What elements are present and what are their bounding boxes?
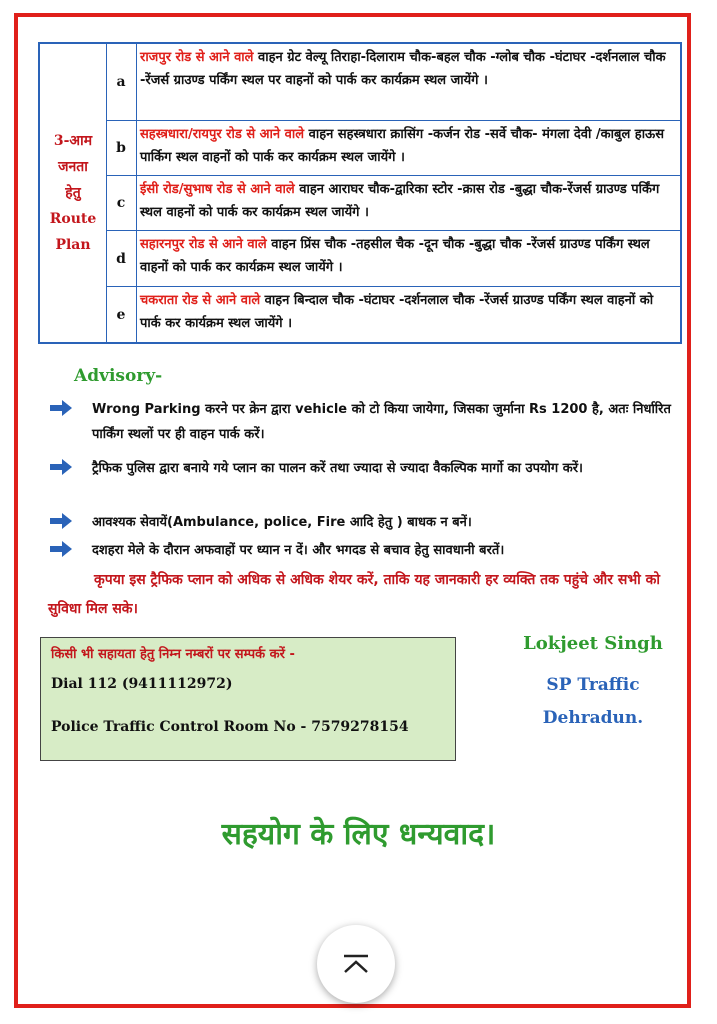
route-origin: सहस्त्रधारा/रायपुर रोड से आने वाले bbox=[140, 127, 305, 142]
route-plan-label-line: हेतु bbox=[65, 185, 81, 201]
route-plan-label bbox=[40, 44, 107, 342]
route-origin: सहारनपुर रोड से आने वाले bbox=[140, 237, 267, 252]
arrow-right-icon bbox=[50, 513, 72, 529]
route-row-e bbox=[106, 287, 680, 342]
signatory-city: Dehradun. bbox=[542, 708, 644, 728]
route-description: वाहन सहस्त्रधारा क्रासिंग -कर्जन रोड -सर्वे चौक- मंगला देवी /काबुल हाऊस पार्किग स्थल वाहनों को पार्क कर कार्यक्रम स्थल जायेंगे । bbox=[140, 127, 665, 165]
route-letter: c bbox=[106, 176, 137, 230]
route-origin: राजपुर रोड से आने वाले bbox=[140, 50, 254, 65]
arrow-right-icon bbox=[50, 541, 72, 557]
route-plan-label-line: Route bbox=[49, 211, 97, 227]
dial-number: Dial 112 (9411112972) bbox=[51, 676, 233, 692]
route-letter: a bbox=[106, 44, 137, 120]
route-description: वाहन ग्रेट वेल्यू तिराहा-दिलाराम चौक-बहल चौक -ग्लोब चौक -घंटाघर -दर्शनलाल चौक -रेंजर्स ग्राउण्ड पर्किंग स्थल पर वाहनों को पार्क कर कार्यक्रम स्थल जायेंगे । bbox=[140, 50, 666, 88]
route-letter: b bbox=[106, 121, 137, 175]
route-letter: e bbox=[106, 287, 137, 342]
control-room-number: Police Traffic Control Room No - 7579278154 bbox=[51, 719, 409, 735]
route-plan-label-line: जनता bbox=[58, 159, 88, 175]
scroll-top-button[interactable] bbox=[317, 925, 395, 1003]
advisory-item bbox=[50, 456, 680, 481]
advisory-text: दशहरा मेले के दौरान अफवाहों पर ध्यान न दें। और भगदड से बचाव हेतु सावधानी बरतें। bbox=[92, 543, 505, 558]
advisory-item bbox=[50, 397, 680, 447]
route-plan-table bbox=[38, 42, 682, 344]
route-plan-label-line: Plan bbox=[55, 237, 91, 253]
advisory-text: ट्रैफिक पुलिस द्वारा बनाये गये प्लान का पालन करें तथा ज्यादा से ज्यादा वैकल्पिक मार्गो का उपयोग करें। bbox=[92, 461, 583, 476]
advisory-title: Advisory- bbox=[74, 366, 163, 386]
route-description: वाहन बिन्दाल चौक -घंटाघर -दर्शनलाल चौक -रेंजर्स ग्राउण्ड पर्किंग स्थल वाहनों को पार्क कर कार्यक्रम स्थल जायेंगे । bbox=[140, 293, 654, 331]
route-origin: चकराता रोड से आने वाले bbox=[140, 293, 261, 308]
route-text bbox=[140, 233, 676, 279]
arrow-right-icon bbox=[50, 459, 72, 475]
help-box bbox=[40, 637, 456, 761]
signatory-designation: SP Traffic bbox=[546, 675, 640, 695]
route-origin: ईसी रोड/सुभाष रोड से आने वाले bbox=[140, 182, 295, 197]
help-heading: किसी भी सहायता हेतु निम्न नम्बरों पर सम्पर्क करें - bbox=[51, 647, 295, 662]
chevron-up-icon bbox=[339, 953, 373, 975]
route-text bbox=[140, 289, 676, 335]
route-text bbox=[140, 178, 676, 224]
advisory-item bbox=[50, 538, 680, 563]
advisory-text: Wrong Parking करने पर क्रेन द्वारा vehicle को टो किया जायेगा, जिसका जुर्माना Rs 1200 है, अतः निर्धारित पार्किंग स्थलों पर ही वाहन पार्क करें। bbox=[92, 402, 671, 442]
route-text bbox=[140, 123, 676, 169]
route-row-b bbox=[106, 121, 680, 176]
signatory-name: Lokjeet Singh bbox=[523, 633, 663, 654]
route-row-c bbox=[106, 176, 680, 231]
advisory-text: आवश्यक सेवायें(Ambulance, police, Fire आदि हेतु ) बाधक न बनें। bbox=[92, 515, 472, 530]
route-letter: d bbox=[106, 231, 137, 286]
route-row-a bbox=[106, 44, 680, 121]
share-note: कृपया इस ट्रैफिक प्लान को अधिक से अधिक शेयर करें, ताकि यह जानकारी हर व्यक्ति तक पहुंचे और सभी को सुविधा मिल सके। bbox=[48, 572, 661, 617]
route-description: वाहन प्रिंस चौक -तहसील चैक -दून चौक -बुद्धा चौक -रेंजर्स ग्राउण्ड पर्किंग स्थल वाहनों को पार्क कर कार्यक्रम स्थल जायेंगे । bbox=[140, 237, 650, 275]
arrow-right-icon bbox=[50, 400, 72, 416]
route-text bbox=[140, 46, 676, 92]
thanks-text: सहयोग के लिए धन्यवाद। bbox=[221, 817, 496, 852]
route-row-d bbox=[106, 231, 680, 287]
route-description: वाहन आराघर चौक-द्वारिका स्टोर -क्रास रोड -बुद्धा चौक-रेंजर्स ग्राउण्ड पर्किंग स्थल वाहनों को पार्क कर कार्यक्रम स्थल जायेंगे । bbox=[140, 182, 660, 220]
advisory-item bbox=[50, 510, 680, 535]
route-plan-label-line: 3-आम bbox=[53, 133, 93, 149]
